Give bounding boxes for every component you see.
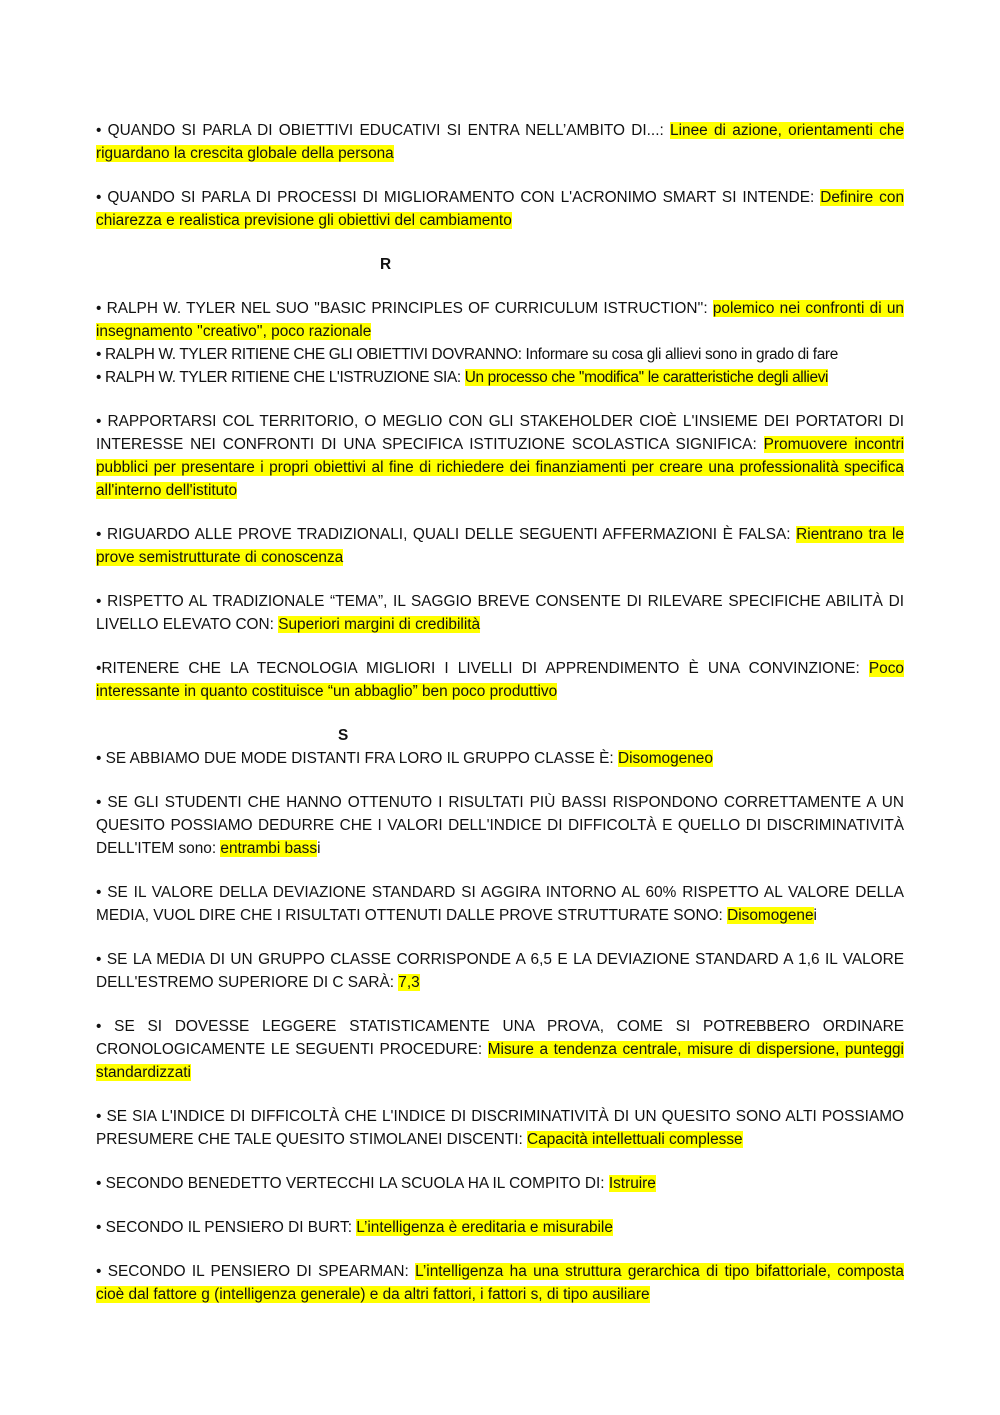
qa-item — [96, 948, 904, 994]
highlighted-answer: Definire con chiarezza e realistica previsione gli obiettivi del cambiamento — [96, 189, 904, 229]
answer-tail: i — [813, 907, 817, 924]
qa-item — [96, 881, 904, 927]
qa-item — [96, 1216, 904, 1239]
qa-item — [96, 657, 904, 703]
qa-item — [96, 747, 904, 770]
section-letter-r: R — [380, 256, 392, 273]
highlighted-answer: Superiori margini di credibilità — [278, 616, 481, 633]
highlighted-answer: Rientrano tra le prove semistrutturate di conoscenza — [96, 526, 904, 566]
question-text: • SE LA MEDIA DI UN GRUPPO CLASSE CORRISPONDE A 6,5 E LA DEVIAZIONE STANDARD A 1,6 IL VALORE DELL'ESTREMO SUPERIORE DI C SARÀ: — [96, 951, 904, 991]
question-text: •RITENERE CHE LA TECNOLOGIA MIGLIORI I LIVELLI DI APPRENDIMENTO È UNA CONVINZIONE: — [96, 660, 869, 677]
qa-item — [96, 410, 904, 502]
question-text: • SE ABBIAMO DUE MODE DISTANTI FRA LORO IL GRUPPO CLASSE È: — [96, 750, 618, 767]
question-text: • SECONDO BENEDETTO VERTECCHI LA SCUOLA HA IL COMPITO DI: — [96, 1175, 609, 1192]
question-text: • SE SI DOVESSE LEGGERE STATISTICAMENTE UNA PROVA, COME SI POTREBBERO ORDINARE CRONOLOGICAMENTE LE SEGUENTI PROCEDURE: — [96, 1018, 904, 1058]
highlighted-answer: 7,3 — [398, 974, 420, 991]
question-text: • RISPETTO AL TRADIZIONALE “TEMA”, IL SAGGIO BREVE CONSENTE DI RILEVARE SPECIFICHE ABILITÀ DI LIVELLO ELEVATO CON: — [96, 593, 904, 633]
question-text: • SECONDO IL PENSIERO DI SPEARMAN: — [96, 1263, 416, 1280]
highlighted-answer: L’intelligenza ha una struttura gerarchica di tipo bifattoriale, composta cioè dal fattore g (intelligenza generale) e da altri fattori, i fattori s, di tipo ausiliare — [96, 1263, 904, 1303]
question-text: • RALPH W. TYLER RITIENE CHE L'ISTRUZIONE SIA: — [96, 369, 465, 386]
qa-item — [96, 119, 904, 165]
qa-item — [96, 297, 904, 343]
qa-item — [96, 1105, 904, 1151]
highlighted-answer: polemico nei confronti di un insegnamento ''creativo'', poco razionale — [96, 300, 904, 340]
qa-item — [96, 1015, 904, 1084]
question-text: • SECONDO IL PENSIERO DI BURT: — [96, 1219, 357, 1236]
qa-item — [96, 1260, 904, 1306]
qa-item — [96, 186, 904, 232]
page-header — [480, 0, 520, 3]
question-text: • SE SIA L'INDICE DI DIFFICOLTÀ CHE L'INDICE DI DISCRIMINATIVITÀ DI UN QUESITO SONO ALTI POSSIAMO PRESUMERE CHE TALE QUESITO STIMOLANEI DISCENTI: — [96, 1108, 904, 1148]
highlighted-answer: Misure a tendenza centrale, misure di dispersione, punteggi standardizzati — [96, 1041, 904, 1081]
question-text: • RALPH W. TYLER RITIENE CHE GLI OBIETTIVI DOVRANNO: Informare su cosa gli allievi sono in grado di fare — [96, 346, 838, 363]
question-text: • QUANDO SI PARLA DI PROCESSI DI MIGLIORAMENTO CON L'ACRONIMO SMART SI INTENDE: — [96, 189, 821, 206]
highlighted-answer: Un processo che ''modifica'' le caratteristiche degli allievi — [464, 369, 829, 386]
qa-item — [96, 523, 904, 569]
question-text: • SE GLI STUDENTI CHE HANNO OTTENUTO I RISULTATI PIÙ BASSI RISPONDONO CORRETTAMENTE A UN QUESITO POSSIAMO DEDURRE CHE I VALORI DELL'INDICE DI DIFFICOLTÀ E QUELLO DI DISCRIMINATIVITÀ DELL'ITEM sono: — [96, 794, 904, 857]
highlighted-answer: Disomogeneo — [617, 750, 713, 767]
highlighted-answer: Disomogene — [727, 907, 814, 924]
document-body — [96, 119, 904, 1327]
qa-item — [96, 590, 904, 636]
qa-item — [96, 343, 904, 366]
highlighted-answer: Poco interessante in quanto costituisce “un abbaglio” ben poco produttivo — [96, 660, 904, 700]
highlighted-answer: L’intelligenza è ereditaria e misurabile — [356, 1219, 613, 1236]
section-letter-s: S — [338, 727, 349, 744]
question-text: • QUANDO SI PARLA DI OBIETTIVI EDUCATIVI SI ENTRA NELL’AMBITO DI...: — [96, 122, 671, 139]
question-text: • RIGUARDO ALLE PROVE TRADIZIONALI, QUALI DELLE SEGUENTI AFFERMAZIONI È FALSA: — [96, 526, 797, 543]
highlighted-answer: Promuovere incontri pubblici per presentare i propri obiettivi al fine di richiedere dei finanziamenti per creare una professionalità specifica all'interno dell'istituto — [96, 436, 904, 499]
question-text: • RAPPORTARSI COL TERRITORIO, O MEGLIO CON GLI STAKEHOLDER CIOÈ L'INSIEME DEI PORTATORI DI INTERESSE NEI CONFRONTI DI UNA SPECIFICA ISTITUZIONE SCOLASTICA SIGNIFICA: — [96, 413, 904, 453]
qa-item — [96, 366, 904, 389]
highlighted-answer: Capacità intellettuali complesse — [527, 1131, 743, 1148]
question-text: • SE IL VALORE DELLA DEVIAZIONE STANDARD SI AGGIRA INTORNO AL 60% RISPETTO AL VALORE DELLA MEDIA, VUOL DIRE CHE I RISULTATI OTTENUTI DALLE PROVE STRUTTURATE SONO: — [96, 884, 904, 924]
highlighted-answer: entrambi bass — [220, 840, 318, 857]
highlighted-answer: Istruire — [608, 1175, 656, 1192]
qa-item — [96, 791, 904, 860]
answer-tail: i — [317, 840, 321, 857]
question-text: • RALPH W. TYLER NEL SUO ''BASIC PRINCIPLES OF CURRICULUM ISTRUCTION'': — [96, 300, 713, 317]
qa-item — [96, 1172, 904, 1195]
highlighted-answer: Linee di azione, orientamenti che riguardano la crescita globale della persona — [96, 122, 904, 162]
